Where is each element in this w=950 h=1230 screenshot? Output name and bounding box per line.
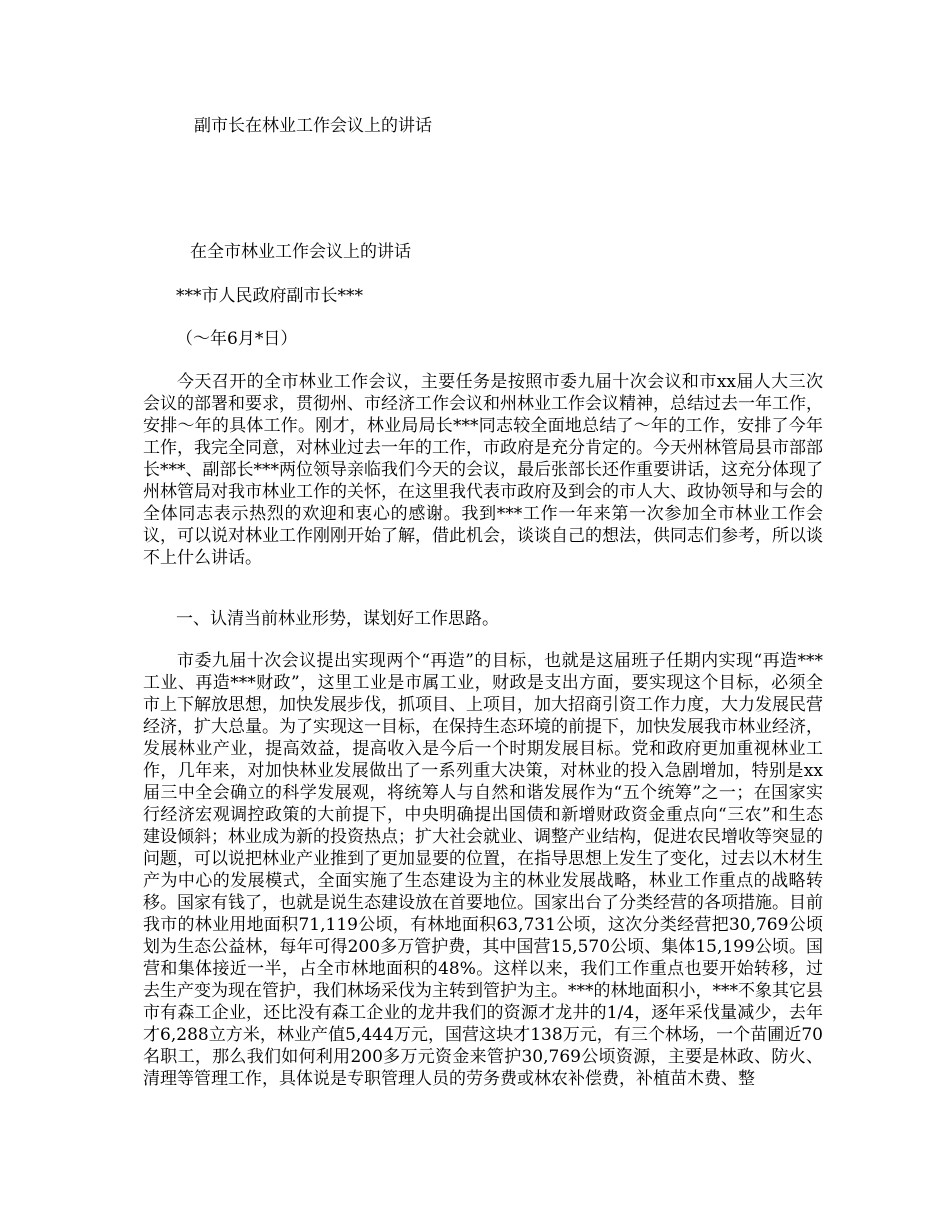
body-paragraph: 市委九届十次会议提出实现两个“再造”的目标，也就是这届班子任期内实现“再造***工业、再造***财政”，这里工业是市属工业，财政是支出方面，要实现这个目标，必须全市上下解放思想，加快发展步伐，抓项目、上项目，加大招商引资工作力度，大力发展民营经济，扩大总量。为了实现这一目标，在保持生态环境的前提下，加快发展我市林业经济，发展林业产业，提高效益，提高收入是今后一个时期发展目标。党和政府更加重视林业工作，几年来，对加快林业发展做出了一系列重大决策，对林业的投入急剧增加，特别是xx届三中全会确立的科学发展观，将统筹人与自然和谐发展作为“五个统筹”之一；在国家实行经济宏观调控政策的大前提下，中央明确提出国债和新增财政资金重点向“三农”和生态建设倾斜；林业成为新的投资热点；扩大社会就业、调整产业结构，促进农民增收等突显的问题，可以说把林业产业推到了更加显要的位置，在指导思想上发生了变化，过去以木材生产为中心的发展模式，全面实施了生态建设为主的林业发展战略，林业工作重点的战略转移。国家有钱了，也就是说生态建设放在首要地位。国家出台了分类经营的各项措施。目前我市的林业用地面积71,119公顷，有林地面积63,731公顷，这次分类经营把30,769公顷划为生态公益林，每年可得200多万管护费，其中国营15,570公顷、集体15,199公顷。国营和集体接近一半，占全市林地面积的48%。这样以来，我们工作重点也要开始转移，过去生产变为现在管护，我们林场采伐为主转到管护为主。***的林地面积小，***不象其它县市有森工企业，还比没有森工企业的龙井我们的资源才龙井的1/4，逐年采伐量减少，去年才6,288立方米，林业产值5,444万元，国营这块才138万元，有三个林场，一个苗圃近70名职工，那么我们如何利用200多万元资金来管护30,769公顷资源，主要是林政、防火、清理等管理工作，具体说是专职管理人员的劳务费或林农补偿费，补植苗木费、整 — [143, 651, 823, 1089]
section-heading: 一、认清当前林业形势，谋划好工作思路。 — [176, 609, 499, 629]
opening-paragraph: 今天召开的全市林业工作会议，主要任务是按照市委九届十次会议和市xx届人大三次会议的部署和要求，贯彻州、市经济工作会议和州林业工作会议精神，总结过去一年工作，安排～年的具体工作。刚才，林业局局长***同志较全面地总结了～年的工作，安排了今年工作，我完全同意，对林业过去一年的工作，市政府是充分肯定的。今天州林管局县市部部长***、副部长***两位领导亲临我们今天的会议，最后张部长还作重要讲话，这充分体现了州林管局对我市林业工作的关怀，在这里我代表市政府及到会的市人大、政协领导和与会的全体同志表示热烈的欢迎和衷心的感谢。我到***工作一年来第一次参加全市林业工作会议，可以说对林业工作刚刚开始了解，借此机会，谈谈自己的想法，供同志们参考，所以谈不上什么讲话。 — [143, 372, 823, 568]
speech-title: 在全市林业工作会议上的讲话 — [190, 242, 411, 262]
document-title: 副市长在林业工作会议上的讲话 — [194, 116, 432, 136]
date-line: （～年6月*日） — [176, 329, 298, 349]
speaker-line: ***市人民政府副市长*** — [176, 286, 363, 306]
